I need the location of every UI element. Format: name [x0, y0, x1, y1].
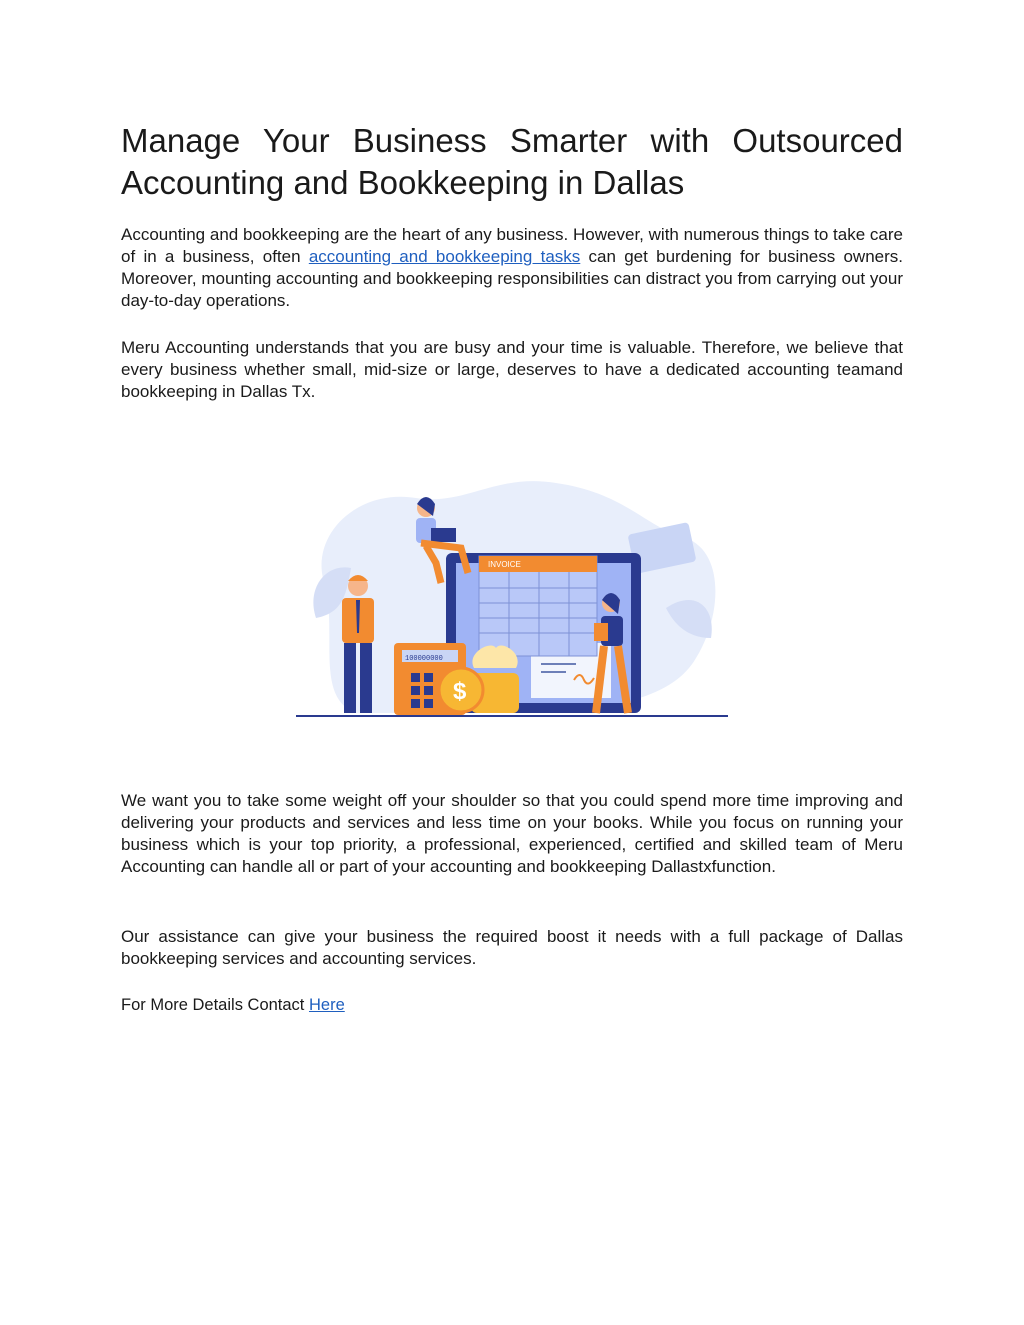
intro-text-after: can get burdening for business owners. Moreover, mounting accounting and bookkeeping responsibilities can distract you from carrying out your day-to-day operations.: [121, 247, 903, 310]
contact-here-link[interactable]: Here: [308, 996, 345, 1014]
accounting-tasks-link[interactable]: accounting and bookkeeping tasks: [308, 247, 581, 266]
invoice-label: INVOICE: [488, 560, 521, 569]
page-title: [121, 120, 903, 204]
coin-symbol: $: [453, 678, 467, 705]
accounting-illustration: [296, 468, 728, 720]
assistance-paragraph: Our assistance can give your business the required boost it needs with a full package of Dallas bookkeeping services and accounting services.: [121, 927, 903, 968]
intro-paragraph: [121, 224, 903, 312]
title-line-1: Manage Your Business Smarter with Outsourced: [121, 122, 903, 159]
intro-text-before: Accounting and bookkeeping are the heart of any business. However, with numerous things to take care of in a business, often: [121, 225, 903, 266]
meru-paragraph: Meru Accounting understands that you are busy and your time is valuable. Therefore, we believe that every business whether small, mid-size or large, deserves to have a dedicated accounting teamand bookkeeping in Dallas Tx.: [121, 338, 903, 401]
title-line-2: Accounting and Bookkeeping in Dallas: [121, 164, 685, 201]
weight-paragraph: We want you to take some weight off your shoulder so that you could spend more time improving and delivering your products and services and less time on your books. While you focus on running your business which is your top priority, a professional, experienced, certified and skilled team of Meru Accounting can handle all or part of your accounting and bookkeeping Dallastxfunction.: [121, 791, 903, 876]
contact-line: [121, 996, 903, 1015]
calculator-display: 100000000: [405, 655, 443, 663]
contact-text: For More Details Contact: [121, 996, 309, 1014]
